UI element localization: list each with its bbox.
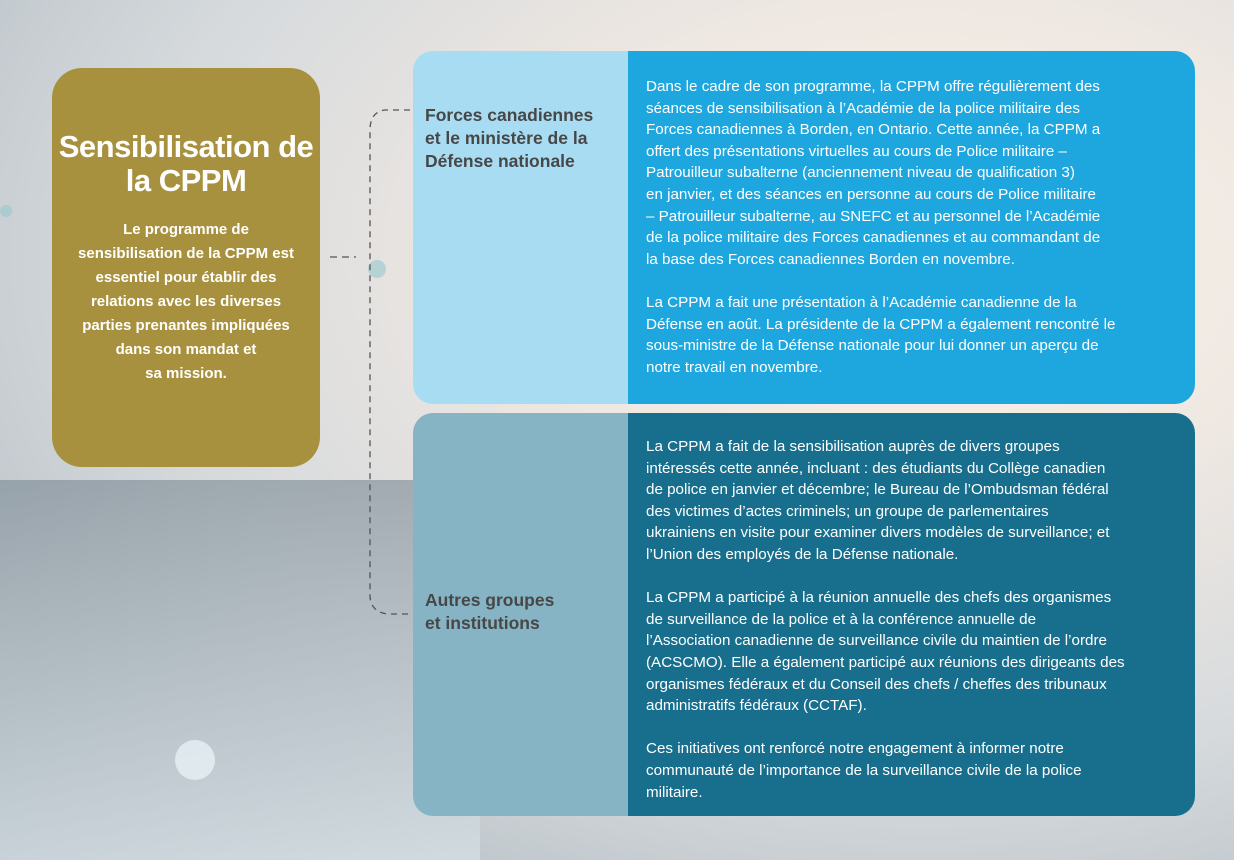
- paragraph-line: Dans le cadre de son programme, la CPPM offre régulièrement des: [646, 78, 1100, 95]
- paragraph-line: (ACSCMO). Elle a également participé aux réunions des dirigeants des: [646, 653, 1125, 671]
- paragraph-line: organismes fédéraux et du Conseil des chefs / cheffes des tribunaux: [646, 675, 1107, 693]
- paragraph-line: La CPPM a participé à la réunion annuelle des chefs des organismes: [646, 589, 1112, 607]
- paragraph-line: Défense en août. La présidente de la CPPM a également rencontré le: [646, 315, 1116, 333]
- intro-text-line: sensibilisation de la CPPM est: [78, 245, 294, 262]
- paragraph-line: ukrainiens en visite pour examiner divers modèles de surveillance; et: [646, 524, 1110, 542]
- paragraph-line: de surveillance de la police et à la conférence annuelle de: [646, 610, 1037, 628]
- paragraph-line: Patrouilleur subalterne (anciennement niveau de qualification 3): [646, 164, 1075, 182]
- paragraph-line: Forces canadiennes à Borden, en Ontario. Cette année, la CPPM a: [646, 121, 1101, 139]
- intro-text-line: Le programme de: [123, 221, 249, 238]
- intro-text: [68, 218, 304, 386]
- paragraph-line: l’Union des employés de la Défense nationale.: [646, 545, 959, 563]
- intro-text-line: relations avec les diverses: [90, 293, 282, 310]
- paragraph-line: La CPPM a fait une présentation à l’Académie canadienne de la: [646, 293, 1077, 311]
- paragraph-line: des victimes d’actes criminels; un groupe de parlementaires: [646, 502, 1049, 520]
- section-card-defense: [413, 51, 1195, 404]
- section-label-line: et le ministère de la: [425, 128, 588, 148]
- paragraph-line: administratifs fédéraux (CCTAF).: [646, 697, 867, 715]
- section-card-other-groups: [413, 413, 1195, 816]
- intro-text-line: essentiel pour établir des: [95, 269, 277, 286]
- paragraph-line: la base des Forces canadiennes Borden en novembre.: [646, 250, 1015, 268]
- paragraph-line: – Patrouilleur subalterne, au SNEFC et au personnel de l’Académie: [646, 207, 1101, 225]
- intro-box: [52, 68, 320, 467]
- section-label-line: Défense nationale: [425, 151, 575, 171]
- paragraph-line: intéressés cette année, incluant : des étudiants du Collège canadien: [646, 459, 1106, 477]
- section-label-line: et institutions: [425, 613, 540, 633]
- intro-text-line: parties prenantes impliquées: [82, 317, 290, 334]
- paragraph-line: Ces initiatives ont renforcé notre engagement à informer notre: [646, 740, 1064, 758]
- paragraph-line: La CPPM a fait de la sensibilisation auprès de divers groupes: [646, 438, 1060, 455]
- paragraph-line: sous-ministre de la Défense nationale pour lui donner un aperçu de: [646, 337, 1099, 355]
- paragraph-line: communauté de l’importance de la surveillance civile de la police: [646, 761, 1082, 779]
- section-label-line: Forces canadiennes: [425, 105, 594, 125]
- title-line: la CPPM: [125, 163, 247, 198]
- paragraph-line: séances de sensibilisation à l’Académie de la police militaire des: [646, 99, 1080, 117]
- intro-text-line: dans son mandat et: [115, 341, 257, 358]
- paragraph-line: notre travail en novembre.: [646, 358, 823, 376]
- section-text: [628, 413, 1195, 816]
- section-label: [413, 51, 628, 404]
- title-line: Sensibilisation de: [58, 129, 314, 164]
- paragraph-line: l’Association canadienne de surveillance civile du maintien de l’ordre: [646, 632, 1107, 650]
- paragraph-line: de police en janvier et décembre; le Bureau de l’Ombudsman fédéral: [646, 481, 1109, 499]
- paragraph-line: militaire.: [646, 783, 703, 801]
- paragraph-line: de la police militaire des Forces canadiennes et au commandant de: [646, 229, 1101, 247]
- section-label: [413, 413, 628, 816]
- section-label-line: Autres groupes: [425, 590, 555, 610]
- paragraph-line: offert des présentations virtuelles au cours de Police militaire –: [646, 142, 1067, 160]
- section-text: [628, 51, 1195, 404]
- intro-title: [52, 130, 320, 198]
- paragraph-line: en janvier, et des séances en personne au cours de Police militaire: [646, 185, 1096, 203]
- intro-text-line: sa mission.: [145, 365, 227, 382]
